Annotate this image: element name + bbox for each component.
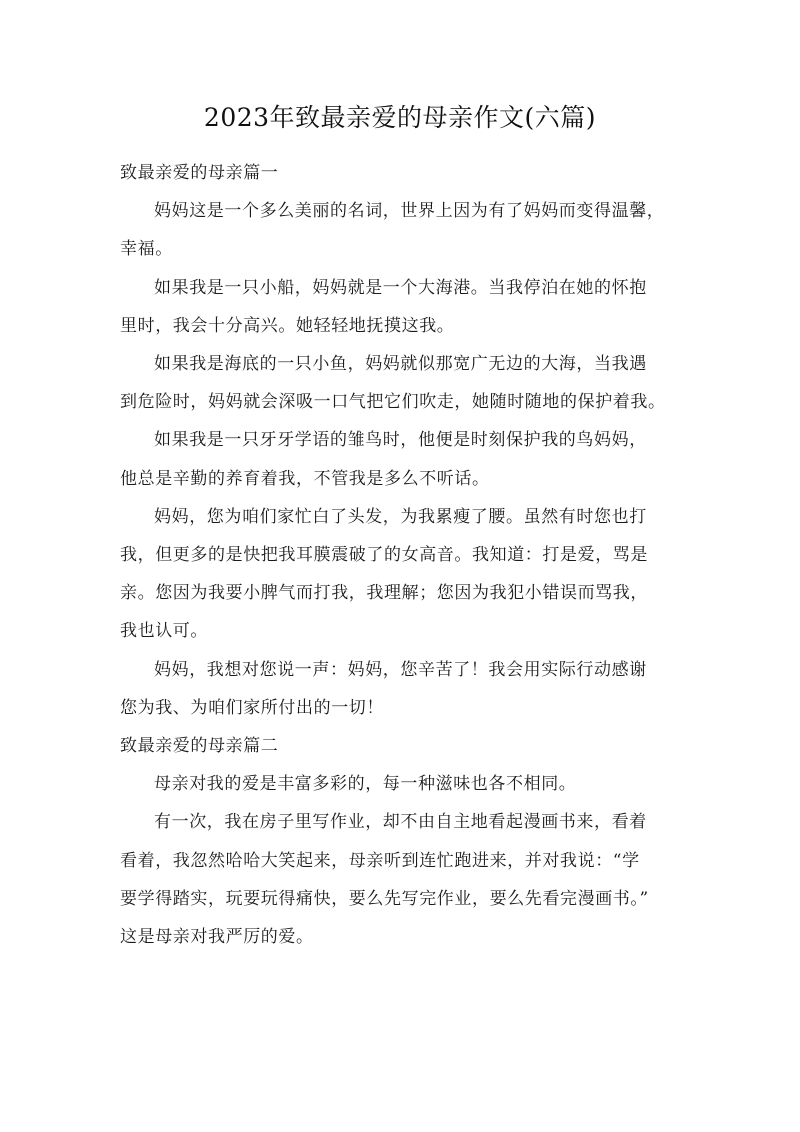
text-line: 到危险时，妈妈就会深吸一口气把它们吹走，她随时随地的保护着我。 bbox=[120, 392, 666, 413]
text-line: 母亲对我的爱是丰富多彩的，每一种滋味也各不相同。 bbox=[154, 774, 577, 795]
paragraph bbox=[120, 269, 688, 345]
text-line: 我，但更多的是快把我耳膜震破了的女高音。我知道：打是爱，骂是 bbox=[120, 545, 648, 566]
text-line: 妈妈，您为咱们家忙白了头发，为我累瘦了腰。虽然有时您也打 bbox=[154, 506, 647, 527]
document-title: 2023年致最亲爱的母亲作文(六篇) bbox=[203, 103, 597, 132]
paragraph bbox=[120, 498, 688, 651]
text-line: 他总是辛勤的养育着我，不管我是多么不听话。 bbox=[120, 468, 490, 489]
paragraph bbox=[120, 192, 688, 268]
text-line: 我也认可。 bbox=[120, 621, 208, 642]
text-line: 您为我、为咱们家所付出的一切！ bbox=[120, 697, 384, 718]
text-line: 有一次，我在房子里写作业，却不由自主地看起漫画书来，看着 bbox=[154, 812, 647, 833]
section-heading-1: 致最亲爱的母亲篇一 bbox=[120, 163, 279, 183]
section-heading-2: 致最亲爱的母亲篇二 bbox=[120, 736, 279, 757]
text-line: 如果我是海底的一只小鱼，妈妈就似那宽广无边的大海，当我遇 bbox=[154, 354, 647, 375]
text-line: 如果我是一只小船，妈妈就是一个大海港。当我停泊在她的怀抱 bbox=[154, 277, 647, 298]
paragraph bbox=[120, 345, 688, 421]
text-line: 看着，我忽然哈哈大笑起来，母亲听到连忙跑进来，并对我说：“学 bbox=[120, 850, 640, 871]
text-line: 里时，我会十分高兴。她轻轻地抚摸这我。 bbox=[120, 315, 455, 336]
paragraph bbox=[120, 651, 688, 727]
document-body bbox=[120, 154, 688, 956]
paragraph bbox=[120, 765, 688, 803]
text-line: 妈妈，我想对您说一声：妈妈，您辛苦了！我会用实际行动感谢 bbox=[154, 659, 647, 680]
text-line: 幸福。 bbox=[120, 239, 173, 260]
text-line: 亲。您因为我要小脾气而打我，我理解；您因为我犯小错误而骂我， bbox=[120, 583, 648, 604]
text-line: 这是母亲对我严厉的爱。 bbox=[120, 927, 314, 948]
paragraph bbox=[120, 803, 688, 956]
text-line: 如果我是一只牙牙学语的雏鸟时，他便是时刻保护我的鸟妈妈， bbox=[154, 430, 647, 451]
text-line: 要学得踏实，玩要玩得痛快，要么先写完作业，要么先看完漫画书。” bbox=[120, 888, 649, 909]
text-line: 妈妈这是一个多么美丽的名词，世界上因为有了妈妈而变得温馨， bbox=[154, 201, 665, 222]
paragraph bbox=[120, 421, 688, 497]
